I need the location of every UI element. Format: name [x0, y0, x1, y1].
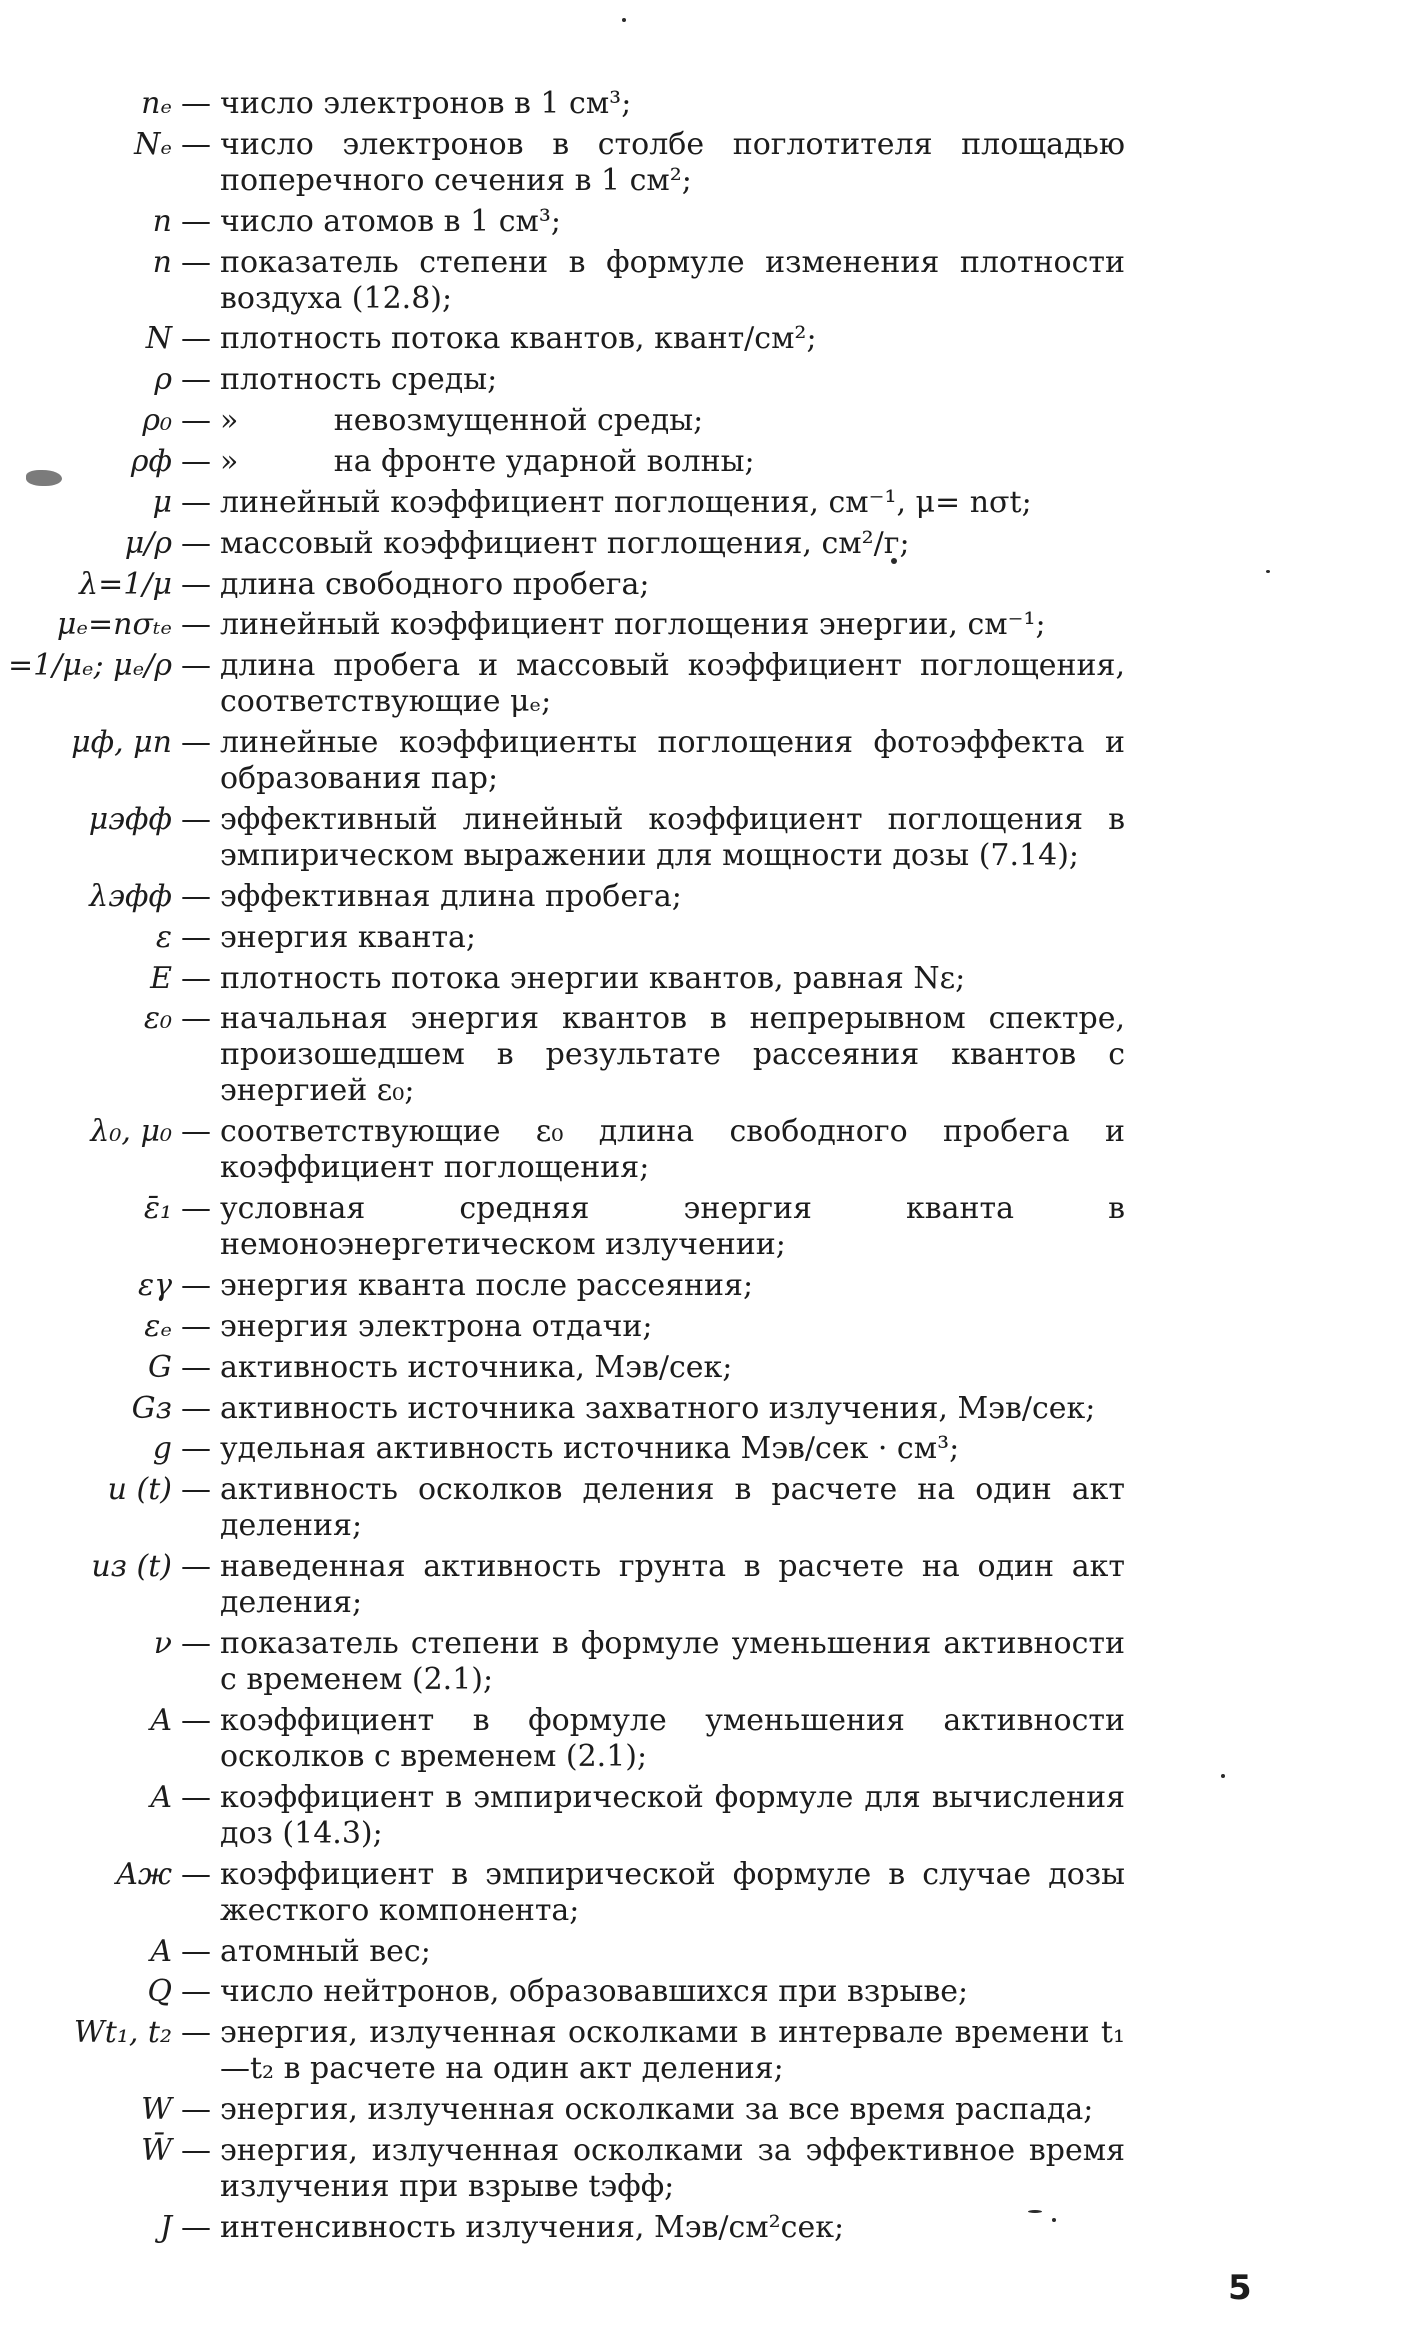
symbol: E	[150, 960, 172, 996]
definition: энергия, излученная осколками в интервале времени t₁—t₂ в расчете на один акт деления;	[220, 2015, 1125, 2087]
dash: —	[181, 1349, 211, 1385]
definition: энергия, излученная осколками за эффективное время излучения при взрыве tэфф;	[220, 2132, 1125, 2204]
dash: —	[181, 1472, 211, 1508]
definition: атомный вес;	[220, 1933, 431, 1969]
definition: условная средняя энергия кванта в немоноэнергетическом излучении;	[220, 1191, 1125, 1263]
dash: —	[181, 607, 211, 643]
list-item	[0, 1268, 1408, 1304]
list-item	[0, 321, 1408, 357]
definition: показатель степени в формуле уменьшения активности с временем (2.1);	[220, 1626, 1125, 1698]
dash: —	[181, 244, 211, 280]
symbol: nₑ	[141, 86, 172, 121]
symbol: μ	[152, 484, 172, 520]
definition: активность источника захватного излучения, Мэв/сек;	[220, 1390, 1096, 1426]
dash: —	[181, 2132, 211, 2168]
dash: —	[181, 878, 211, 914]
symbol: λэфф	[89, 878, 172, 914]
dash: —	[181, 802, 211, 838]
definition: энергия электрона отдачи;	[220, 1308, 653, 1344]
symbol: εγ	[137, 1268, 172, 1304]
symbol: =1/μₑ; μₑ/ρ	[8, 648, 172, 684]
symbol: G	[148, 1349, 172, 1385]
list-item	[0, 1857, 1408, 1929]
list-item	[0, 2133, 1408, 2205]
symbol: uз (t)	[91, 1549, 172, 1585]
list-item	[0, 245, 1408, 317]
definition: интенсивность излучения, Мэв/см²сек;	[220, 2209, 845, 2245]
symbol: Wt₁, t₂	[73, 2015, 172, 2051]
definition: активность источника, Мэв/сек;	[220, 1349, 733, 1385]
symbol: N	[145, 321, 172, 357]
list-item	[0, 485, 1408, 521]
definition: длина пробега и массовый коэффициент поглощения, соответствующие μₑ;	[220, 648, 1125, 720]
symbol: ν	[153, 1626, 172, 1662]
dash: —	[181, 1549, 211, 1585]
dash: —	[181, 1390, 211, 1426]
dash: —	[181, 1974, 211, 2010]
definition: плотность среды;	[220, 362, 498, 398]
dash: —	[181, 2209, 211, 2245]
list-item	[0, 607, 1408, 643]
list-item	[0, 879, 1408, 915]
dash: —	[181, 321, 211, 357]
definition: число атомов в 1 см³;	[220, 203, 561, 239]
dash: —	[181, 1933, 211, 1969]
symbol: λ₀, μ₀	[90, 1114, 172, 1150]
definition: линейный коэффициент поглощения энергии, см⁻¹;	[220, 607, 1046, 643]
definition: энергия кванта после рассеяния;	[220, 1268, 754, 1304]
dash: —	[181, 484, 211, 520]
symbol-list	[0, 86, 1408, 2246]
definition: » невозмущенной среды;	[220, 403, 704, 439]
list-item	[0, 1780, 1408, 1852]
symbol: Nₑ	[134, 126, 172, 162]
definition: энергия кванта;	[220, 919, 477, 955]
symbol: J	[159, 2209, 172, 2245]
dash: —	[181, 203, 211, 239]
definition: энергия, излученная осколками за все время распада;	[220, 2092, 1094, 2128]
list-item	[0, 1350, 1408, 1386]
dash: —	[181, 444, 211, 480]
definition: начальная энергия квантов в непрерывном спектре, произошедшем в результате рассеяния квантов с энергией ε₀;	[220, 1001, 1125, 1109]
dash: —	[181, 525, 211, 561]
list-item	[0, 1549, 1408, 1621]
symbol: A	[150, 1779, 172, 1815]
symbol: W	[141, 2092, 172, 2128]
definition: число электронов в 1 см³;	[220, 86, 632, 121]
definition: » на фронте ударной волны;	[220, 444, 755, 480]
list-item	[0, 725, 1408, 797]
symbol: μф, μп	[71, 725, 172, 761]
dash: —	[181, 2092, 211, 2128]
list-item	[0, 2210, 1408, 2246]
definition: эффективная длина пробега;	[220, 878, 682, 914]
list-item	[0, 1974, 1408, 2010]
dash: —	[181, 566, 211, 602]
definition: плотность потока энергии квантов, равная Nε;	[220, 960, 966, 996]
symbol: ε̄₁	[143, 1191, 172, 1227]
symbol: εₑ	[144, 1308, 172, 1344]
definition: удельная активность источника Мэв/сек · см³;	[220, 1431, 960, 1467]
symbol: λ=1/μ	[79, 566, 172, 602]
dash: —	[181, 919, 211, 955]
symbol: ρф	[130, 444, 172, 480]
list-item	[0, 86, 1408, 122]
symbol: n	[152, 203, 172, 239]
list-item	[0, 1934, 1408, 1970]
definition: линейный коэффициент поглощения, см⁻¹, μ= nσt;	[220, 484, 1032, 520]
definition: массовый коэффициент поглощения, см²/г;	[220, 525, 910, 561]
list-item	[0, 802, 1408, 874]
definition: коэффициент в эмпирической формуле в случае дозы жесткого компонента;	[220, 1856, 1125, 1928]
symbol: A	[150, 1933, 172, 1969]
dash: —	[181, 1626, 211, 1662]
definition: эффективный линейный коэффициент поглощения в эмпирическом выражении для мощности дозы (7.14);	[220, 802, 1125, 874]
definition: показатель степени в формуле изменения плотности воздуха (12.8);	[220, 244, 1125, 316]
list-item	[0, 1626, 1408, 1698]
dash: —	[181, 648, 211, 684]
symbol: ε	[155, 919, 172, 955]
list-item	[0, 204, 1408, 240]
definition: соответствующие ε₀ длина свободного пробега и коэффициент поглощения;	[220, 1114, 1125, 1186]
symbol: u (t)	[107, 1472, 172, 1508]
list-item	[0, 127, 1408, 199]
definition: число нейтронов, образовавшихся при взрыве;	[220, 1974, 969, 2010]
list-item	[0, 648, 1408, 720]
list-item	[0, 362, 1408, 398]
dash: —	[181, 1268, 211, 1304]
list-item	[0, 2092, 1408, 2128]
dash: —	[181, 1702, 211, 1738]
dash: —	[181, 1191, 211, 1227]
symbol: μ/ρ	[124, 525, 172, 561]
definition: активность осколков деления в расчете на один акт деления;	[220, 1472, 1125, 1544]
symbol: n	[152, 244, 172, 280]
definition: коэффициент в эмпирической формуле для вычисления доз (14.3);	[220, 1779, 1125, 1851]
list-item	[0, 1703, 1408, 1775]
dash: —	[181, 1001, 211, 1037]
symbol: μₑ=nσₜₑ	[56, 607, 172, 643]
symbol: Q	[147, 1974, 172, 2010]
list-item	[0, 1472, 1408, 1544]
symbol: W̄	[141, 2132, 172, 2168]
dash: —	[181, 725, 211, 761]
dash: —	[181, 86, 211, 121]
symbol: ρ	[154, 362, 172, 398]
definition: длина свободного пробега;	[220, 566, 650, 602]
list-item	[0, 920, 1408, 956]
dash: —	[181, 1779, 211, 1815]
dash: —	[181, 362, 211, 398]
symbol: g	[152, 1431, 172, 1467]
list-item	[0, 1391, 1408, 1427]
list-item	[0, 1001, 1408, 1109]
dash: —	[181, 1856, 211, 1892]
symbol: Aж	[116, 1856, 172, 1892]
symbol: Gз	[131, 1390, 172, 1426]
symbol: ε₀	[143, 1001, 172, 1037]
list-item	[0, 403, 1408, 439]
dash: —	[181, 1308, 211, 1344]
definition: линейные коэффициенты поглощения фотоэффекта и образования пар;	[220, 725, 1125, 797]
definition: плотность потока квантов, квант/см²;	[220, 321, 817, 357]
dash: —	[181, 126, 211, 162]
dash: —	[181, 1431, 211, 1467]
page-number: 5	[1228, 2268, 1252, 2308]
dash: —	[181, 960, 211, 996]
list-item	[0, 444, 1408, 480]
symbol: ρ₀	[142, 403, 172, 439]
list-item	[0, 961, 1408, 997]
list-item	[0, 1431, 1408, 1467]
definition: коэффициент в формуле уменьшения активности осколков с временем (2.1);	[220, 1702, 1125, 1774]
symbol: μэфф	[88, 802, 172, 838]
list-item	[0, 526, 1408, 562]
list-item	[0, 1309, 1408, 1345]
dash: —	[181, 2015, 211, 2051]
ink-speck	[622, 18, 626, 22]
symbol: A	[150, 1702, 172, 1738]
list-item	[0, 1191, 1408, 1263]
list-item	[0, 567, 1408, 603]
definition: наведенная активность грунта в расчете на один акт деления;	[220, 1549, 1125, 1621]
dash: —	[181, 403, 211, 439]
list-item	[0, 2015, 1408, 2087]
dash: —	[181, 1114, 211, 1150]
definition: число электронов в столбе поглотителя площадью поперечного сечения в 1 см²;	[220, 126, 1125, 198]
list-item	[0, 1114, 1408, 1186]
